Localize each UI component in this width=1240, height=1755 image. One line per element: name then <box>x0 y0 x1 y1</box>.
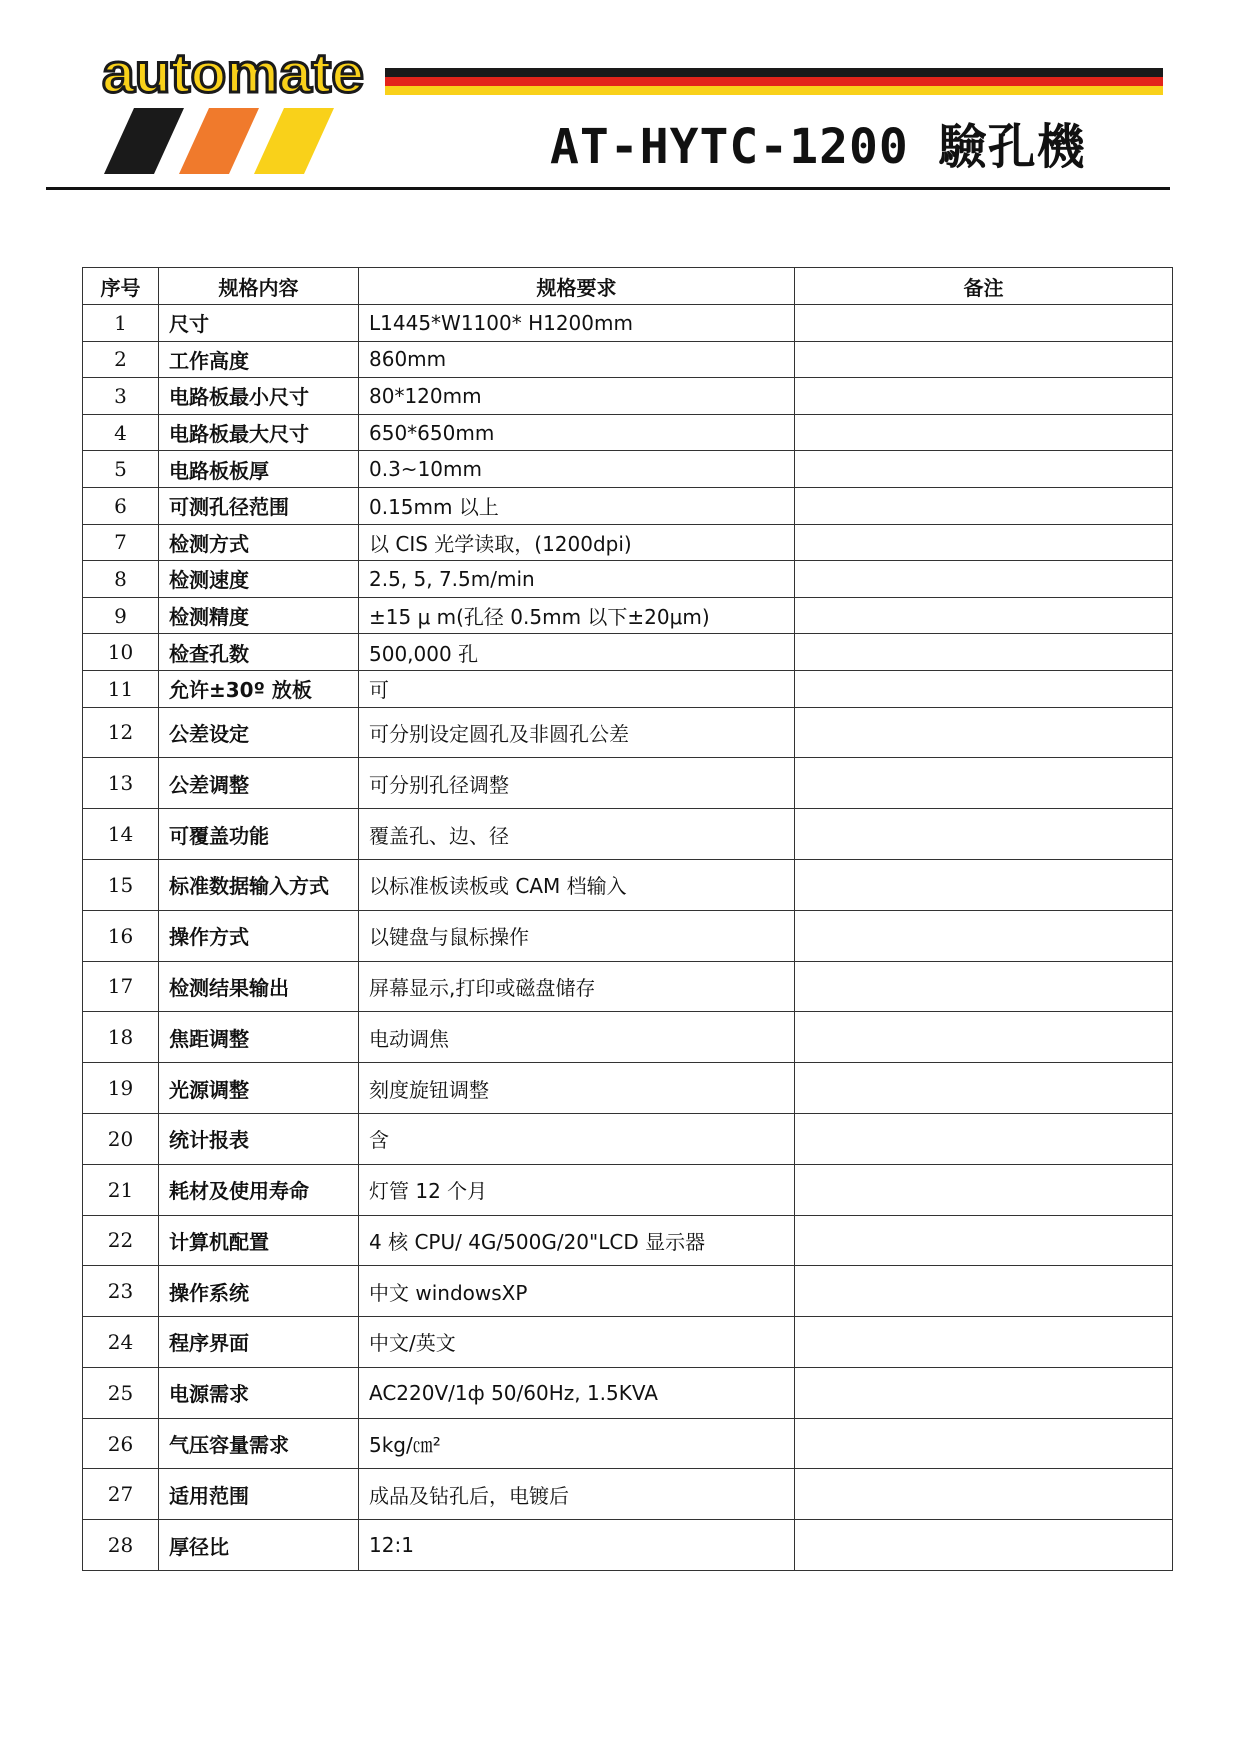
header-divider <box>46 187 1170 190</box>
cell-spec: 覆盖孔、边、径 <box>359 809 795 860</box>
cell-spec: 650*650mm <box>359 414 795 451</box>
cell-no: 22 <box>83 1215 159 1266</box>
table-row <box>83 809 1173 860</box>
cell-note <box>795 910 1173 961</box>
table-row <box>83 1063 1173 1114</box>
table-row <box>83 1215 1173 1266</box>
cell-no: 1 <box>83 305 159 342</box>
cell-no: 14 <box>83 809 159 860</box>
cell-item: 公差设定 <box>159 707 359 758</box>
table-row <box>83 487 1173 524</box>
cell-no: 20 <box>83 1113 159 1164</box>
header-note: 备注 <box>795 268 1173 305</box>
cell-note <box>795 1317 1173 1368</box>
cell-no: 8 <box>83 561 159 598</box>
cell-spec: 可分别设定圆孔及非圆孔公差 <box>359 707 795 758</box>
cell-note <box>795 1164 1173 1215</box>
cell-spec: 可 <box>359 670 795 707</box>
cell-item: 电路板板厚 <box>159 451 359 488</box>
cell-no: 18 <box>83 1012 159 1063</box>
cell-item: 检测速度 <box>159 561 359 598</box>
cell-item: 计算机配置 <box>159 1215 359 1266</box>
cell-note <box>795 341 1173 378</box>
table-row <box>83 707 1173 758</box>
table-row <box>83 859 1173 910</box>
cell-no: 11 <box>83 670 159 707</box>
cell-item: 检查孔数 <box>159 634 359 671</box>
cell-item: 适用范围 <box>159 1469 359 1520</box>
cell-item: 气压容量需求 <box>159 1418 359 1469</box>
logo-stripes-icon <box>104 108 364 174</box>
cell-no: 2 <box>83 341 159 378</box>
cell-note <box>795 1063 1173 1114</box>
table-row <box>83 670 1173 707</box>
cell-no: 26 <box>83 1418 159 1469</box>
cell-spec: L1445*W1100* H1200mm <box>359 305 795 342</box>
cell-spec: 80*120mm <box>359 378 795 415</box>
cell-spec: 以 CIS 光学读取，(1200dpi) <box>359 524 795 561</box>
cell-spec: 刻度旋钮调整 <box>359 1063 795 1114</box>
table-row <box>83 1012 1173 1063</box>
cell-note <box>795 378 1173 415</box>
cell-note <box>795 1418 1173 1469</box>
red-bar <box>385 77 1163 86</box>
cell-item: 统计报表 <box>159 1113 359 1164</box>
cell-item: 检测结果输出 <box>159 961 359 1012</box>
cell-spec: 12:1 <box>359 1520 795 1571</box>
cell-item: 电路板最小尺寸 <box>159 378 359 415</box>
cell-spec: 灯管 12 个月 <box>359 1164 795 1215</box>
cell-spec: 电动调焦 <box>359 1012 795 1063</box>
cell-note <box>795 561 1173 598</box>
table-row <box>83 305 1173 342</box>
cell-note <box>795 1367 1173 1418</box>
cell-item: 检测精度 <box>159 597 359 634</box>
cell-no: 21 <box>83 1164 159 1215</box>
cell-spec: AC220V/1ф 50/60Hz, 1.5KVA <box>359 1367 795 1418</box>
cell-item: 检测方式 <box>159 524 359 561</box>
cell-no: 16 <box>83 910 159 961</box>
cell-item: 尺寸 <box>159 305 359 342</box>
table-row <box>83 1113 1173 1164</box>
logo-wordmark-text: automate <box>102 44 364 104</box>
cell-spec: 5kg/㎝² <box>359 1418 795 1469</box>
cell-item: 工作高度 <box>159 341 359 378</box>
cell-no: 4 <box>83 414 159 451</box>
table-row <box>83 561 1173 598</box>
cell-no: 10 <box>83 634 159 671</box>
table-row <box>83 1469 1173 1520</box>
cell-note <box>795 1266 1173 1317</box>
cell-item: 程序界面 <box>159 1317 359 1368</box>
cell-no: 28 <box>83 1520 159 1571</box>
cell-spec: 2.5, 5, 7.5m/min <box>359 561 795 598</box>
table-row <box>83 1266 1173 1317</box>
cell-no: 6 <box>83 487 159 524</box>
cell-note <box>795 597 1173 634</box>
table-header-row <box>83 268 1173 305</box>
header-color-bars <box>385 68 1163 95</box>
cell-note <box>795 1113 1173 1164</box>
table-row <box>83 414 1173 451</box>
cell-spec: 中文/英文 <box>359 1317 795 1368</box>
cell-item: 电源需求 <box>159 1367 359 1418</box>
cell-note <box>795 961 1173 1012</box>
cell-note <box>795 634 1173 671</box>
cell-no: 19 <box>83 1063 159 1114</box>
cell-spec: 含 <box>359 1113 795 1164</box>
cell-note <box>795 487 1173 524</box>
cell-note <box>795 758 1173 809</box>
cell-note <box>795 1215 1173 1266</box>
cell-item: 标准数据输入方式 <box>159 859 359 910</box>
cell-item: 焦距调整 <box>159 1012 359 1063</box>
table-row <box>83 378 1173 415</box>
cell-no: 25 <box>83 1367 159 1418</box>
table-body <box>83 305 1173 1571</box>
cell-note <box>795 670 1173 707</box>
cell-item: 电路板最大尺寸 <box>159 414 359 451</box>
cell-spec: 860mm <box>359 341 795 378</box>
table-row <box>83 910 1173 961</box>
cell-note <box>795 1469 1173 1520</box>
table-row <box>83 341 1173 378</box>
cell-spec: 可分别孔径调整 <box>359 758 795 809</box>
cell-spec: 中文 windowsXP <box>359 1266 795 1317</box>
cell-spec: 4 核 CPU/ 4G/500G/20"LCD 显示器 <box>359 1215 795 1266</box>
cell-note <box>795 305 1173 342</box>
cell-note <box>795 1520 1173 1571</box>
table-row <box>83 597 1173 634</box>
header-no: 序号 <box>83 268 159 305</box>
table-row <box>83 451 1173 488</box>
cell-no: 15 <box>83 859 159 910</box>
cell-note <box>795 859 1173 910</box>
cell-note <box>795 414 1173 451</box>
cell-item: 公差调整 <box>159 758 359 809</box>
cell-no: 17 <box>83 961 159 1012</box>
cell-no: 23 <box>83 1266 159 1317</box>
cell-note <box>795 707 1173 758</box>
cell-note <box>795 524 1173 561</box>
cell-no: 7 <box>83 524 159 561</box>
cell-note <box>795 451 1173 488</box>
cell-no: 12 <box>83 707 159 758</box>
cell-item: 可覆盖功能 <box>159 809 359 860</box>
cell-note <box>795 1012 1173 1063</box>
automate-logo <box>98 44 368 174</box>
table-row <box>83 758 1173 809</box>
table-row <box>83 1520 1173 1571</box>
yellow-bar <box>385 86 1163 95</box>
table-row <box>83 1418 1173 1469</box>
cell-no: 5 <box>83 451 159 488</box>
cell-item: 可测孔径范围 <box>159 487 359 524</box>
cell-spec: 屏幕显示,打印或磁盘储存 <box>359 961 795 1012</box>
table-row <box>83 1367 1173 1418</box>
cell-no: 27 <box>83 1469 159 1520</box>
cell-note <box>795 809 1173 860</box>
header-spec: 规格要求 <box>359 268 795 305</box>
table-row <box>83 1317 1173 1368</box>
cell-spec: 以键盘与鼠标操作 <box>359 910 795 961</box>
spec-table <box>82 267 1173 1571</box>
header-item: 规格内容 <box>159 268 359 305</box>
cell-spec: 500,000 孔 <box>359 634 795 671</box>
cell-spec: 成品及钻孔后，电镀后 <box>359 1469 795 1520</box>
table-row <box>83 961 1173 1012</box>
cell-item: 耗材及使用寿命 <box>159 1164 359 1215</box>
black-bar <box>385 68 1163 77</box>
cell-spec: 0.15mm 以上 <box>359 487 795 524</box>
cell-item: 光源调整 <box>159 1063 359 1114</box>
cell-item: 允许±30º 放板 <box>159 670 359 707</box>
table-row <box>83 524 1173 561</box>
table-row <box>83 634 1173 671</box>
cell-spec: ±15 μ m(孔径 0.5mm 以下±20μm) <box>359 597 795 634</box>
page-title: AT-HYTC-1200 驗孔機 <box>550 119 1086 175</box>
cell-no: 24 <box>83 1317 159 1368</box>
cell-no: 13 <box>83 758 159 809</box>
cell-item: 操作系统 <box>159 1266 359 1317</box>
cell-spec: 0.3~10mm <box>359 451 795 488</box>
table-row <box>83 1164 1173 1215</box>
logo-wordmark <box>98 44 368 104</box>
cell-item: 操作方式 <box>159 910 359 961</box>
cell-no: 9 <box>83 597 159 634</box>
cell-no: 3 <box>83 378 159 415</box>
cell-item: 厚径比 <box>159 1520 359 1571</box>
cell-spec: 以标准板读板或 CAM 档输入 <box>359 859 795 910</box>
